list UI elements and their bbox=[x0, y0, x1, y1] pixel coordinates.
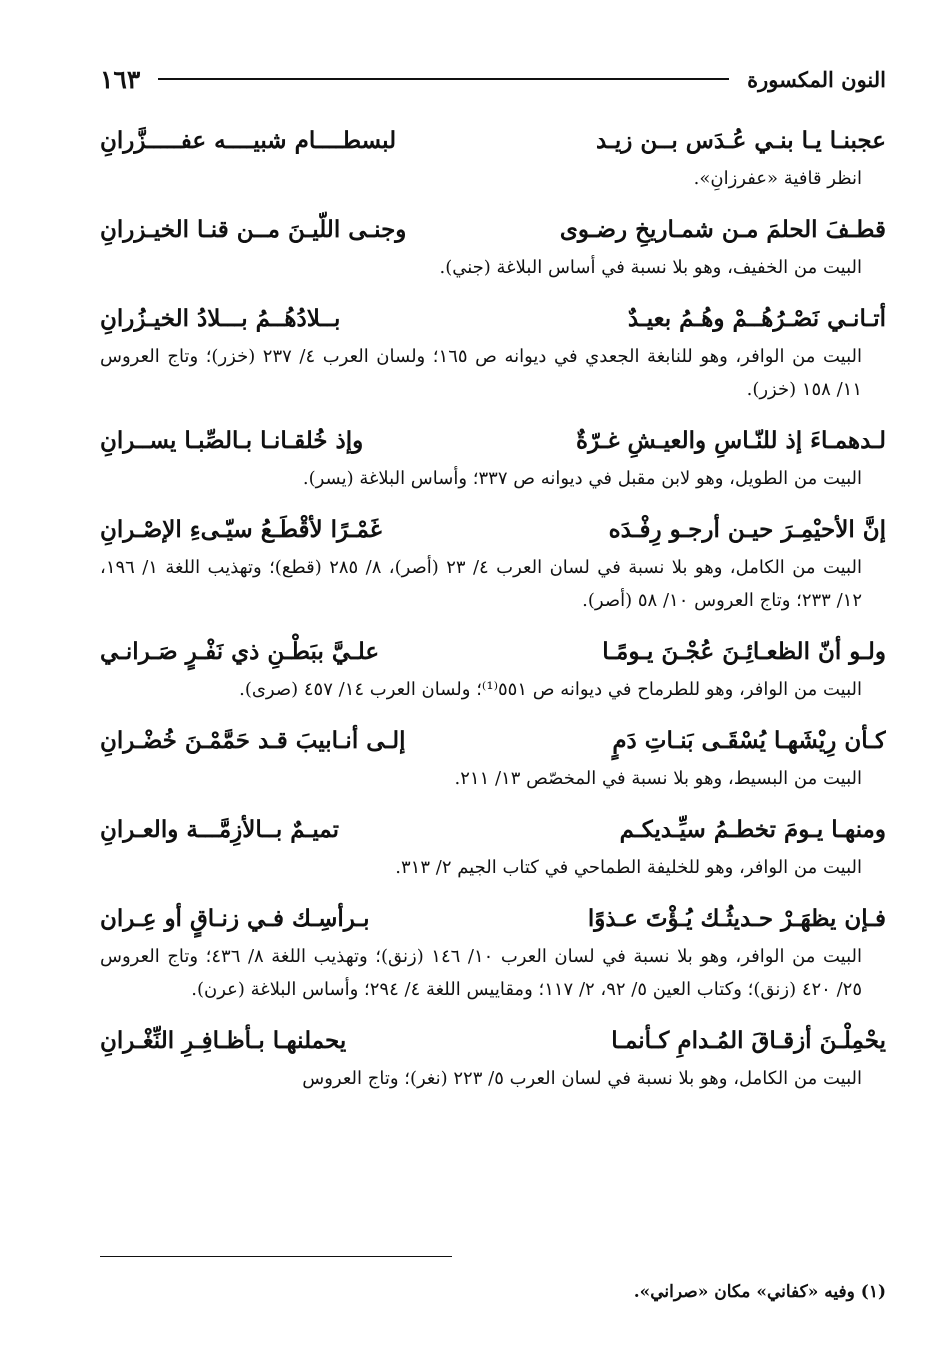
verse-line bbox=[100, 298, 886, 340]
verse-line bbox=[100, 898, 886, 940]
second-hemistich: إلـى أنـابيبَ قـد حَمَّمْـنَ خُضْـرانِ bbox=[100, 727, 406, 754]
verse-note: البيت من الكامل، وهو بلا نسبة في لسان العرب ٥/ ٢٢٣ (نغر)؛ وتاج العروس bbox=[302, 1068, 862, 1089]
second-hemistich: وجنـى اللّيـنَ مــن قنـا الخيـزرانِ bbox=[100, 216, 407, 243]
first-hemistich: فـإن يظهَـرْ حـديثُـك يُـؤْتَ عـذوًا bbox=[587, 905, 886, 932]
verse-entry bbox=[100, 509, 886, 617]
second-hemistich: وإذ خُلقـانـا بـالصِّبـا يســرانِ bbox=[100, 427, 364, 454]
verse-line bbox=[100, 720, 886, 762]
first-hemistich: قطـفَ الحلمَ مـن شمـاريخِ رضـوى bbox=[559, 216, 886, 243]
first-hemistich: أتـانـي نَصْـرُهُــمْ وهُـمُ بعيـدٌ bbox=[627, 305, 886, 332]
page-header bbox=[100, 58, 886, 100]
first-hemistich: ولـو أنّ الظعـائِـنَ عُجْـنَ يـومًـا bbox=[602, 638, 886, 665]
verse-entry bbox=[100, 1020, 886, 1095]
verse-line bbox=[100, 809, 886, 851]
first-hemistich: لـدهمـاءَ إذ للنّـاسِ والعيـشِ غـرّةٌ bbox=[576, 427, 886, 454]
verse-note: البيت من الخفيف، وهو بلا نسبة في أساس البلاغة (جني). bbox=[439, 257, 862, 278]
book-page bbox=[100, 58, 886, 1308]
verse-note: البيت من الوافر، وهو للنابغة الجعدي في ديوانه ص ١٦٥؛ ولسان العرب ٤/ ٢٣٧ (خزر)؛ وتاج العروس ١١/ ١٥٨ (خزر). bbox=[100, 346, 862, 400]
second-hemistich: علـيَّ ببَطْـنِ ذي نَفْـرٍ صَـرانـي bbox=[100, 638, 380, 665]
first-hemistich: كـأن رِيْشَهـا يُسْقَـى بَنـاتِ دَمٍ bbox=[612, 727, 886, 754]
verse-entry bbox=[100, 809, 886, 884]
verse-line bbox=[100, 120, 886, 162]
verse-entries bbox=[100, 120, 886, 1109]
first-hemistich: ومنهـا يـومَ تخطـمُ سيِّـديكـم bbox=[619, 816, 886, 843]
second-hemistich: يحملنهـا بـأظـافِـرِ النِّغْـرانِ bbox=[100, 1027, 347, 1054]
page-number: ١٦٣ bbox=[100, 64, 141, 94]
verse-line bbox=[100, 209, 886, 251]
footnote-rule bbox=[100, 1256, 452, 1257]
footnote: (١) وفيه «كفاني» مكان «صراني». bbox=[633, 1282, 886, 1302]
header-rule bbox=[158, 78, 729, 80]
verse-entry bbox=[100, 209, 886, 284]
second-hemistich: غَمْـرًا لأقْطَـعُ سيّـىءِ الإصْـرانِ bbox=[100, 516, 382, 543]
verse-note: البيت من الوافر، وهو للخليفة الطماحي في كتاب الجيم ٢/ ٣١٣. bbox=[395, 857, 862, 878]
second-hemistich: تميـمٌ بــالأزِمَّـــة والعـرانِ bbox=[100, 816, 339, 843]
verse-entry bbox=[100, 631, 886, 706]
first-hemistich: عجبنـا يـا بنـي عُـدَس بــن زيـد bbox=[596, 127, 886, 154]
second-hemistich: لبسطــــام شبيــــه عفـــــزَّرانِ bbox=[100, 127, 397, 154]
verse-note: البيت من البسيط، وهو بلا نسبة في المخصّص ١٣/ ٢١١. bbox=[454, 768, 862, 789]
running-title: النون المكسورة bbox=[747, 66, 886, 92]
verse-entry bbox=[100, 898, 886, 1006]
second-hemistich: بــلادُهُــمُ بـــلادُ الخيـزُرانِ bbox=[100, 305, 341, 332]
verse-entry bbox=[100, 120, 886, 195]
verse-entry bbox=[100, 298, 886, 406]
verse-note: البيت من الكامل، وهو بلا نسبة في لسان العرب ٤/ ٢٣ (أصر)، ٨/ ٢٨٥ (قطع)؛ وتهذيب اللغة ١/ ١٩٦، ١٢/ ٢٣٣؛ وتاج العروس ١٠/ ٥٨ (أصر). bbox=[100, 557, 862, 611]
first-hemistich: إنَّ الأحيْمِـرَ حيـن أرجـو رِفْـدَه bbox=[608, 516, 886, 543]
second-hemistich: بـرأسِـك فـي زنـاقٍ أو عِـران bbox=[100, 905, 370, 932]
verse-note: البيت من الوافر، وهو بلا نسبة في لسان العرب ١٠/ ١٤٦ (زنق)؛ وتهذيب اللغة ٨/ ٤٣٦؛ وتاج العروس ٢٥/ ٤٢٠ (زنق)؛ وكتاب العين ٥/ ٩٢، ٢/ ١١٧؛ ومقاييس اللغة ٤/ ٢٩٤؛ وأساس البلاغة (عرن). bbox=[100, 946, 862, 1000]
verse-line bbox=[100, 1020, 886, 1062]
verse-line bbox=[100, 509, 886, 551]
verse-note: البيت من الوافر، وهو للطرماح في ديوانه ص ٥٥١⁽¹⁾؛ ولسان العرب ١٤/ ٤٥٧ (صرى). bbox=[239, 679, 862, 700]
first-hemistich: يحْمِلْـنَ أزقـاقَ المُـدامِ كـأنمـا bbox=[611, 1027, 886, 1054]
verse-entry bbox=[100, 720, 886, 795]
verse-line bbox=[100, 631, 886, 673]
verse-note: البيت من الطويل، وهو لابن مقبل في ديوانه ص ٣٣٧؛ وأساس البلاغة (يسر). bbox=[302, 468, 862, 489]
verse-note: انظر قافية «عفرزانِ». bbox=[693, 168, 862, 189]
verse-entry bbox=[100, 420, 886, 495]
verse-line bbox=[100, 420, 886, 462]
